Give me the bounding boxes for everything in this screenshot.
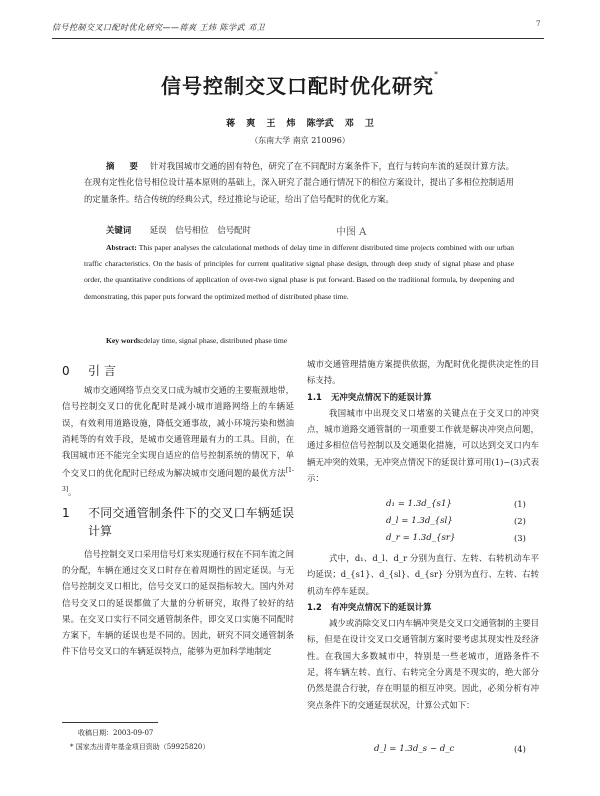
equation-rhs: = 1.3d_{sr} xyxy=(402,533,456,543)
abstract-cn-text: 针对我国城市交通的固有特色，研究了在不同配时方案条件下，直行与转向车流的延误计算方法。在现有定性化信号相位设计基本原则的基础上，深入研究了混合通行情况下的相位方案设计，提出了多相位控制适用的定量条件。结合传统的经典公式，经过推论与论证，给出了信号配时的优化方案。 xyxy=(84,161,514,204)
equation-2 xyxy=(386,516,453,526)
keywords-chinese xyxy=(106,224,251,236)
right-column xyxy=(307,356,539,486)
continuation-paragraph: 城市交通管理措施方案提供依据，为配时优化提供决定性的目标支持。 xyxy=(307,359,539,386)
keywords-en-text: delay time, signal phase, distributed phase time xyxy=(143,336,288,345)
subsection-heading-1-1 xyxy=(307,389,539,405)
abstract-en-label: Abstract: xyxy=(106,243,137,252)
paper-title xyxy=(0,70,600,99)
classification-mark: 中图 A xyxy=(336,227,367,238)
keywords-english xyxy=(106,336,287,345)
section-number: 0 xyxy=(62,364,70,378)
paper-title-text: 信号控制交叉口配时优化研究 xyxy=(161,74,434,98)
title-footnote-mark: * xyxy=(434,70,439,79)
equation-lhs: d_l xyxy=(386,516,399,526)
equation-lhs: d_r xyxy=(386,533,400,543)
paragraph-text: 城市交通网络节点交叉口成为城市交通的主要瓶颈地带，信号控制交叉口的优化配时是减小城市道路网络上的车辆延误，有效利用道路设施，降低交通事故，减小环境污染和燃油消耗等的有效手段，是城市交通管理最有力的工具。目前，在我国城市还不能完全实现自适应的信号控制系统的情况下，单个交叉口的优化配时已经成为解决城市交通问题的最优方法 xyxy=(62,385,294,479)
abstract-chinese xyxy=(84,158,514,207)
footnote-rule xyxy=(62,722,158,723)
equation-number: (1) xyxy=(514,499,526,509)
subsection-number: 1.1 xyxy=(307,391,322,402)
page-number: 7 xyxy=(536,20,541,28)
paragraph-end: 。 xyxy=(68,486,77,497)
keywords-cn-label: 关键词 xyxy=(106,225,132,235)
running-header: 信号控制交叉口配时优化研究——蒋爽 王炜 陈学武 邓卫 xyxy=(52,23,266,32)
equation-number: (3) xyxy=(514,533,526,543)
keyword-item: 信号配时 xyxy=(217,225,251,235)
left-column xyxy=(62,362,294,660)
section-heading-introduction xyxy=(62,362,294,380)
keywords-en-label: Key words: xyxy=(106,336,144,345)
equation-rhs: = 1.3d_s − d_c xyxy=(389,744,455,754)
equation-3 xyxy=(386,533,456,543)
equation-lhs: d₁ xyxy=(386,499,395,509)
section-title: 不同交通管制条件下的交叉口车辆延误计算 xyxy=(88,505,294,538)
equation-4 xyxy=(374,744,454,754)
footnote-received-date: 收稿日期：2003-09-07 xyxy=(78,729,154,737)
authors: 蒋 爽 王 炜 陈学武 邓 卫 xyxy=(226,119,374,129)
subsection-title: 无冲突点情况下的延误计算 xyxy=(331,391,432,402)
abstract-cn-label: 摘 要 xyxy=(106,161,144,171)
abstract-en-text: This paper analyses the calculational methods of delay time in different distributed time projects combined with our urban traffic characteristics. On the basis of principles for current qualitative signal phase design, through deep study of signal phase and phase order, the quantitative conditions of application of over-two signal phase is put forward. Based on the traditional formula, by deepening and demonstrating, this paper puts forward the optimized method of distributed phase time. xyxy=(84,243,514,301)
equation-rhs: = 1.3d_{s1} xyxy=(397,499,452,509)
equation-number: (2) xyxy=(514,516,526,526)
subsection-heading-1-2 xyxy=(307,599,539,615)
equation-note-paragraph: 式中，d₁、d_l、d_r 分别为直行、左转、右转机动车平均延误；d_{s1}、d_{sl}、d_{sr} 分别为直行、左转、右转机动车停车延误。 xyxy=(307,553,539,596)
header-rule xyxy=(52,38,544,39)
subsection-1-2-paragraph: 减少或消除交叉口内车辆冲突是交叉口交通管制的主要目标，但是在设计交叉口交通管制方案时要考虑其现实性及经济性。在我国大多数城市中，特别是一些老城市，道路条件不足，将车辆左转、直行、右转完全分离是不现实的，绝大部分仍然是混合行驶，存在明显的相互冲突。因此，必须分析有冲突点条件下的交通延误状况，计算公式如下： xyxy=(307,618,539,710)
introduction-paragraph xyxy=(62,382,294,500)
section-heading-delay-calculation xyxy=(62,504,294,540)
equation-1 xyxy=(386,499,452,509)
keyword-item: 信号相位 xyxy=(175,225,209,235)
section-title: 引 言 xyxy=(88,364,116,378)
equation-number: (4) xyxy=(514,744,526,754)
subsection-1-1-paragraph: 我国城市中出现交叉口堵塞的关键点在于交叉口的冲突点，城市道路交通管制的一项重要工作就是解决冲突点问题，通过多相位信号控制以及交通渠化措施，可以达到交叉口内车辆无冲突的效果，无冲突点情况下的延误计算可用(1)~(3)式表示： xyxy=(307,407,539,484)
footnote-funding: * 国家杰出青年基金项目资助（59925820） xyxy=(70,743,210,751)
right-column-continued xyxy=(307,550,539,713)
equation-rhs: = 1.3d_{sl} xyxy=(401,516,453,526)
subsection-number: 1.2 xyxy=(307,601,322,612)
section1-paragraph: 信号控制交叉口采用信号灯来实现通行权在不同车流之间的分配，车辆在通过交叉口时存在着周期性的固定延误。与无信号控制交叉口相比，信号交叉口的延误指标较大。国内外对信号交叉口的延误都做了大量的分析研究，取得了较好的结果。在交叉口实行不同交通管制条件，即交叉口实施不同配时方案下，车辆的延误也是不同的。因此，研究不同交通管制条件下信号交叉口的车辆延误特点，能够为更加科学地制定 xyxy=(62,548,294,657)
section-number: 1 xyxy=(62,505,70,520)
abstract-english xyxy=(84,240,514,305)
affiliation: （东南大学 南京 210096） xyxy=(250,136,350,145)
citation: [1-3] xyxy=(62,467,294,493)
subsection-title: 有冲突点情况下的延误计算 xyxy=(331,601,432,612)
keyword-item: 延误 xyxy=(149,225,167,235)
equation-lhs: d_l xyxy=(374,744,387,754)
